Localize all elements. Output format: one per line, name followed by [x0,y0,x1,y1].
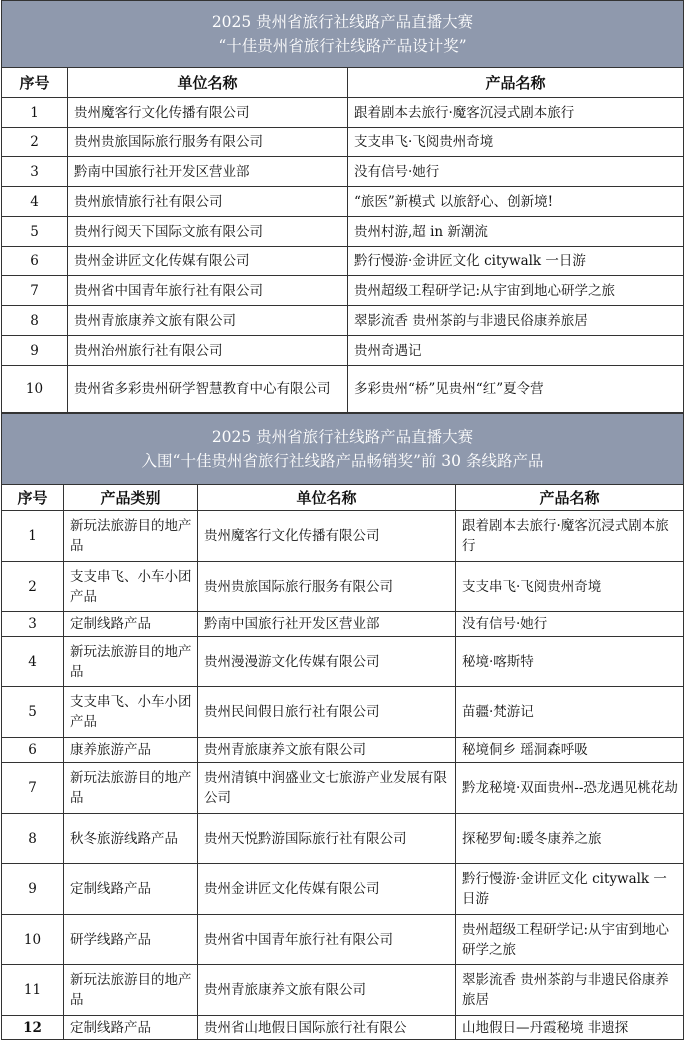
row-product: 支支串飞·飞阅贵州奇境 [456,562,684,612]
row-no: 9 [2,336,68,366]
table-row [2,98,684,128]
row-unit: 贵州省中国青年旅行社有限公司 [198,915,456,965]
header-unit: 单位名称 [68,68,348,98]
header-no: 序号 [2,68,68,98]
row-no: 6 [2,738,64,763]
bestseller-award-title [2,414,684,485]
header-product: 产品名称 [456,485,684,511]
row-category: 秋冬旅游线路产品 [64,814,198,864]
table-header-row [2,68,684,98]
row-product: 秘境·喀斯特 [456,637,684,687]
row-product: “旅医”新模式 以旅舒心、创新境! [348,187,684,217]
header-product: 产品名称 [348,68,684,98]
row-unit: 黔南中国旅行社开发区营业部 [198,612,456,637]
table-row [2,187,684,217]
row-unit: 贵州省山地假日国际旅行社有限公 [198,1016,456,1040]
table-row [2,738,684,763]
row-no: 3 [2,612,64,637]
table-row [2,276,684,306]
row-unit: 贵州旅情旅行社有限公司 [68,187,348,217]
row-category: 定制线路产品 [64,612,198,637]
design-award-title-line2: “十佳贵州省旅行社线路产品设计奖” [218,37,467,55]
row-no: 1 [2,511,64,562]
row-unit: 贵州青旅康养文旅有限公司 [68,306,348,336]
row-no: 10 [2,366,68,413]
row-no: 11 [2,965,64,1016]
row-unit: 贵州青旅康养文旅有限公司 [198,738,456,763]
row-product: 翠影流香 贵州茶韵与非遗民俗康养旅居 [348,306,684,336]
table-row [2,637,684,687]
row-no: 12 [2,1016,64,1040]
row-product: 贵州奇遇记 [348,336,684,366]
row-unit: 贵州治州旅行社有限公司 [68,336,348,366]
table-row [2,864,684,915]
header-unit: 单位名称 [198,485,456,511]
row-product: 秘境侗乡 瑶洞森呼吸 [456,738,684,763]
table-row [2,128,684,157]
row-no: 5 [2,217,68,247]
table-row [2,217,684,247]
row-unit: 贵州魔客行文化传播有限公司 [68,98,348,128]
table-row [2,814,684,864]
row-product: 探秘罗甸:暖冬康养之旅 [456,814,684,864]
row-product: 跟着剧本去旅行·魔客沉浸式剧本旅行 [456,511,684,562]
row-unit: 贵州行阅天下国际文旅有限公司 [68,217,348,247]
table-row [2,687,684,738]
row-product: 贵州超级工程研学记:从宇宙到地心研学之旅 [456,915,684,965]
table-row [2,336,684,366]
row-no: 3 [2,157,68,187]
row-unit: 贵州青旅康养文旅有限公司 [198,965,456,1016]
row-no: 7 [2,763,64,814]
row-product: 苗疆·梵游记 [456,687,684,738]
row-no: 10 [2,915,64,965]
row-unit: 贵州漫漫游文化传媒有限公司 [198,637,456,687]
row-product: 黔行慢游·金讲匠文化 citywalk 一日游 [456,864,684,915]
row-no: 2 [2,128,68,157]
row-unit: 贵州金讲匠文化传媒有限公司 [198,864,456,915]
row-no: 4 [2,187,68,217]
row-category: 定制线路产品 [64,1016,198,1040]
row-no: 2 [2,562,64,612]
row-unit: 贵州魔客行文化传播有限公司 [198,511,456,562]
table-row [2,511,684,562]
table-row [2,763,684,814]
table-row [2,157,684,187]
row-category: 新玩法旅游目的地产品 [64,637,198,687]
design-award-table [1,0,684,413]
bestseller-award-title-line2: 入围“十佳贵州省旅行社线路产品畅销奖”前 30 条线路产品 [141,452,544,470]
row-product: 山地假日—丹霞秘境 非遗探 [456,1016,684,1040]
row-product: 翠影流香 贵州茶韵与非遗民俗康养旅居 [456,965,684,1016]
row-unit: 贵州清镇中润盛业文七旅游产业发展有限公司 [198,763,456,814]
row-no: 5 [2,687,64,738]
row-no: 8 [2,814,64,864]
row-product: 跟着剧本去旅行·魔客沉浸式剧本旅行 [348,98,684,128]
header-no: 序号 [2,485,64,511]
row-product: 没有信号·她行 [456,612,684,637]
row-no: 9 [2,864,64,915]
row-no: 8 [2,306,68,336]
bestseller-award-table [1,413,684,1040]
row-unit: 贵州天悦黔游国际旅行社有限公司 [198,814,456,864]
table-header-row [2,485,684,511]
row-unit: 贵州贵旅国际旅行服务有限公司 [68,128,348,157]
row-product: 没有信号·她行 [348,157,684,187]
row-category: 康养旅游产品 [64,738,198,763]
row-category: 支支串飞、小车小团产品 [64,562,198,612]
row-product: 黔行慢游·金讲匠文化 citywalk 一日游 [348,247,684,276]
table-row [2,562,684,612]
row-no: 6 [2,247,68,276]
row-unit: 贵州省多彩贵州研学智慧教育中心有限公司 [68,366,348,413]
row-category: 新玩法旅游目的地产品 [64,965,198,1016]
table-row [2,965,684,1016]
header-category: 产品类别 [64,485,198,511]
row-product: 贵州村游,超 in 新潮流 [348,217,684,247]
bestseller-award-title-line1: 2025 贵州省旅行社线路产品直播大赛 [211,428,474,446]
row-no: 4 [2,637,64,687]
table-row [2,247,684,276]
table-row [2,366,684,413]
row-category: 新玩法旅游目的地产品 [64,763,198,814]
row-unit: 贵州贵旅国际旅行服务有限公司 [198,562,456,612]
row-unit: 黔南中国旅行社开发区营业部 [68,157,348,187]
design-award-title-line1: 2025 贵州省旅行社线路产品直播大赛 [211,13,474,31]
row-unit: 贵州民间假日旅行社有限公司 [198,687,456,738]
table-row [2,915,684,965]
table-row [2,612,684,637]
row-category: 定制线路产品 [64,864,198,915]
row-no: 7 [2,276,68,306]
design-award-title [2,1,684,68]
row-unit: 贵州金讲匠文化传媒有限公司 [68,247,348,276]
row-no: 1 [2,98,68,128]
row-category: 支支串飞、小车小团产品 [64,687,198,738]
table-row [2,1016,684,1040]
row-category: 研学线路产品 [64,915,198,965]
row-product: 多彩贵州“桥”见贵州“红”夏令营 [348,366,684,413]
row-product: 黔龙秘境·双面贵州--恐龙遇见桃花劫 [456,763,684,814]
row-category: 新玩法旅游目的地产品 [64,511,198,562]
row-product: 贵州超级工程研学记:从宇宙到地心研学之旅 [348,276,684,306]
row-product: 支支串飞·飞阅贵州奇境 [348,128,684,157]
row-unit: 贵州省中国青年旅行社有限公司 [68,276,348,306]
table-row [2,306,684,336]
